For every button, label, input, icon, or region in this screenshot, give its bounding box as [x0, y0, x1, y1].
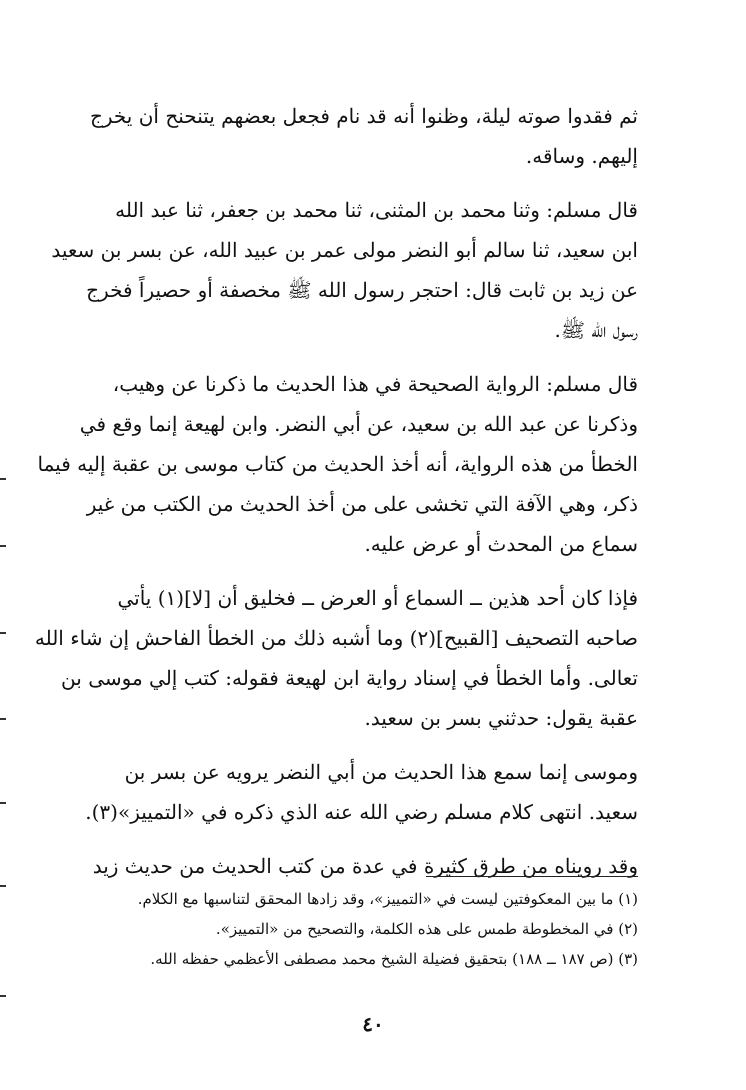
- scan-edge-mark: [0, 718, 6, 720]
- text-line: سماع من المحدث أو عرض عليه.: [364, 532, 638, 556]
- text-line: إليهم. وساقه.: [525, 144, 638, 168]
- text-line: وموسى إنما سمع هذا الحديث من أبي النضر يرويه عن بسر بن: [124, 760, 638, 784]
- text-line: قال مسلم: وثنا محمد بن المثنى، ثنا محمد بن جعفر، ثنا عبد الله: [115, 198, 638, 222]
- text-line: رسول الله ﷺ.: [554, 318, 638, 342]
- scan-edge-mark: [0, 802, 6, 804]
- body-text: [34, 96, 638, 886]
- text-line: الخطأ من هذه الرواية، أنه أخذ الحديث من كتاب موسى بن عقبة إليه فيما: [37, 452, 638, 476]
- text-line: وقد رويناه من طرق كثيرة في عدة من كتب الحديث من حديث زيد: [92, 854, 638, 878]
- text-line: تعالى. وأما الخطأ في إسناد رواية ابن لهيعة فقوله: كتب إلي موسى بن: [61, 666, 638, 690]
- scan-edge-mark: [0, 995, 6, 997]
- text-line: سعيد. انتهى كلام مسلم رضي الله عنه الذي ذكره في «التمييز»(٣).: [85, 800, 638, 824]
- scan-edge-mark: [0, 478, 6, 480]
- text-line: عن زيد بن ثابت قال: احتجر رسول الله ﷺ مخصفة أو حصيراً فخرج: [86, 278, 638, 302]
- footnote-2: (٢) في المخطوطة طمس على هذه الكلمة، والتصحيح من «التمييز».: [215, 920, 638, 938]
- text-line: وذكرنا عن عبد الله بن سعيد، عن أبي النضر. وابن لهيعة إنما وقع في: [79, 412, 638, 436]
- footnote-divider: [426, 876, 638, 877]
- scan-edge-mark: [0, 885, 6, 887]
- text-line: فإذا كان أحد هذين ــ السماع أو العرض ــ فخليق أن [لا](١) يأتي: [117, 586, 638, 610]
- text-line: ثم فقدوا صوته ليلة، وظنوا أنه قد نام فجعل بعضهم يتنحنح أن يخرج: [89, 104, 638, 128]
- footnote-3: (٣) (ص ١٨٧ ــ ١٨٨) بتحقيق فضيلة الشيخ محمد مصطفى الأعظمي حفظه الله.: [150, 950, 638, 968]
- text-line: ذكر، وهي الآفة التي تخشى على من أخذ الحديث من الكتب من غير: [86, 492, 638, 516]
- footnote-1: (١) ما بين المعكوفتين ليست في «التمييز»، وقد زادها المحقق لتناسبها مع الكلام.: [137, 890, 638, 908]
- text-line: عقبة يقول: حدثني بسر بن سعيد.: [364, 706, 638, 730]
- scan-edge-mark: [0, 545, 6, 547]
- text-line: صاحبه التصحيف [القبيح](٢) وما أشبه ذلك من الخطأ الفاحش إن شاء الله: [34, 626, 638, 650]
- scan-edge-mark: [0, 632, 6, 634]
- text-line: قال مسلم: الرواية الصحيحة في هذا الحديث ما ذكرنا عن وهيب،: [112, 372, 638, 396]
- page-number: ٤٠: [362, 1012, 384, 1036]
- text-line: ابن سعيد، ثنا سالم أبو النضر مولى عمر بن عبيد الله، عن بسر بن سعيد: [51, 238, 638, 262]
- footnotes: [108, 884, 638, 974]
